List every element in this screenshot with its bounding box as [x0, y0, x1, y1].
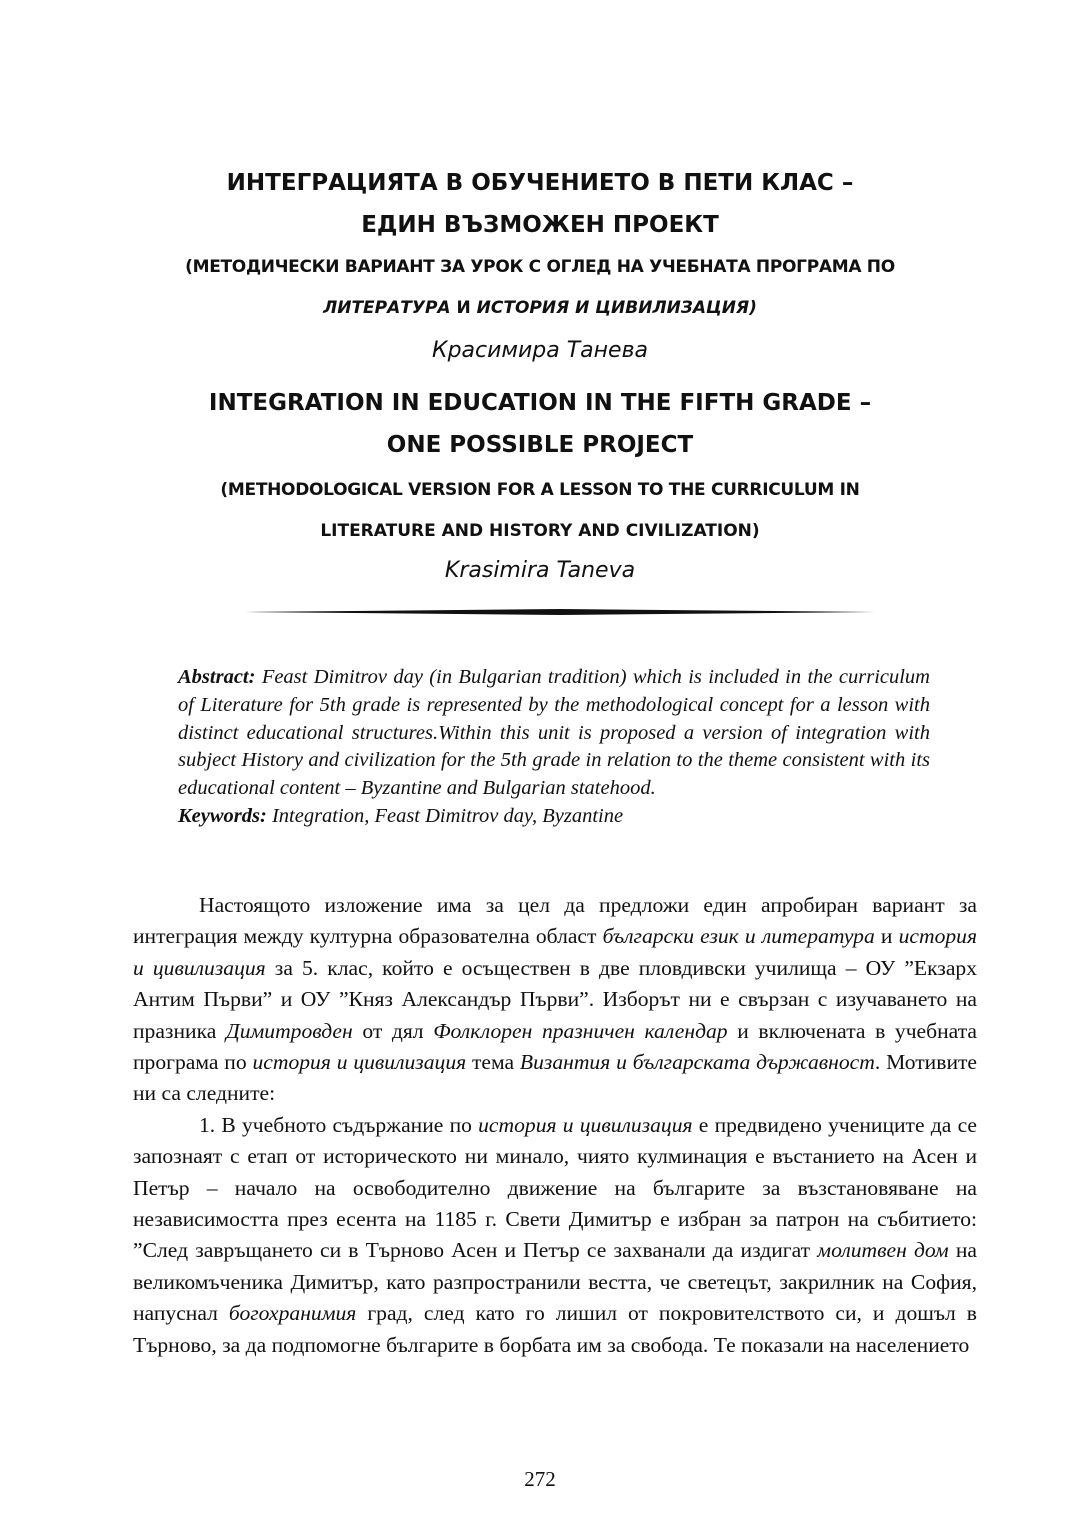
bg-subtitle-line-2	[110, 298, 970, 318]
en-subtitle-line-1: (METHODOLOGICAL VERSION FOR A LESSON TO THE CURRICULUM IN	[220, 480, 860, 500]
bg-subtitle-and: И	[450, 298, 477, 318]
italic-run: Фолклорен празничен календар	[433, 1018, 728, 1043]
body-paragraph-1	[133, 890, 977, 1110]
italic-run: богохранимия	[228, 1301, 357, 1326]
en-title-line-1: INTEGRATION IN EDUCATION IN THE FIFTH GRADE –	[208, 390, 872, 416]
text-run: тема	[466, 1050, 520, 1075]
title-divider	[245, 608, 875, 616]
body-paragraph-2	[133, 1110, 977, 1361]
text-run: 1. В учебното съдържание по	[199, 1112, 479, 1137]
bg-subtitle-line-1: (МЕТОДИЧЕСКИ ВАРИАНТ ЗА УРОК С ОГЛЕД НА УЧЕБНАТА ПРОГРАМА ПО	[185, 257, 895, 277]
abstract-paragraph	[178, 664, 930, 803]
abstract-label: Abstract:	[178, 666, 256, 688]
abstract	[178, 664, 930, 831]
en-subtitle-line-2: LITERATURE AND HISTORY AND CIVILIZATION)	[320, 521, 760, 541]
bg-subtitle-close: )	[749, 298, 757, 318]
text-run: от дял	[352, 1018, 434, 1043]
text-run: на великомъченика Димитър, като разпространили вестта, че светецът, закрилник на София, напуснал	[133, 1238, 978, 1326]
body-text	[133, 890, 977, 1361]
bg-title-line-2: ЕДИН ВЪЗМОЖЕН ПРОЕКТ	[361, 212, 719, 238]
text-run: и	[874, 924, 899, 949]
italic-run: български език и литература	[602, 924, 875, 949]
italic-run: история и цивилизация	[478, 1112, 693, 1137]
text-run: Настоящото изложение има за цел да предложи един апробиран вариант за интеграция между културна образователна област	[133, 893, 977, 949]
text-run: за 5. клас, който е осъществен в две пловдивски училища – ОУ ”Екзарх Антим Първи” и ОУ ”Княз Александър Първи”. Изборът ни е свързан с изучаването на празника	[133, 955, 978, 1043]
italic-run: история и цивилизация	[252, 1050, 467, 1075]
bg-subtitle-history: ИСТОРИЯ И ЦИВИЛИЗАЦИЯ	[476, 298, 750, 318]
bg-subtitle-literature: ЛИТЕРАТУРА	[323, 298, 451, 318]
page-number: 272	[524, 1467, 556, 1491]
en-title-line-2: ONE POSSIBLE PROJECT	[386, 432, 694, 458]
italic-run: Византия и българската държавност	[519, 1050, 875, 1075]
italic-run: Димитровден	[225, 1018, 353, 1043]
keywords-label: Keywords:	[178, 804, 267, 827]
keywords-text: Integration, Feast Dimitrov day, Byzantine	[266, 804, 624, 827]
text-run: е предвидено учениците да се запознаят с етап от историческото ни минало, чиято кулминация е въстанието на Асен и Петър – начало на освободително движение на българите за възстановяване на независимостта през есента на 1185 г. Свети Димитър е избран за патрон на събитието: ”След завръщането си в Търново Асен и Петър се захванали да издигат	[133, 1112, 977, 1263]
abstract-text: Feast Dimitrov day (in Bulgarian tradition) which is included in the curriculum of Literature for 5th grade is represented by the methodological concept for a lesson with distinct educational structures.Within this unit is proposed a version of integration with subject History and civilization for the 5th grade in relation to the theme consistent with its educational content – Byzantine and Bulgarian statehood.	[178, 666, 930, 800]
keywords-paragraph	[178, 803, 930, 831]
text-run: и включената в учебната програма по	[133, 1018, 977, 1075]
bg-title-line-1: ИНТЕГРАЦИЯТА В ОБУЧЕНИЕТО В ПЕТИ КЛАС –	[226, 170, 854, 196]
italic-run: история и цивилизация	[133, 924, 978, 980]
italic-run: молитвен дом	[817, 1238, 949, 1263]
bg-author: Красимира Танева	[431, 338, 649, 363]
text-run: . Мотивите ни са следните:	[133, 1050, 978, 1106]
en-author: Krasimira Taneva	[444, 558, 636, 583]
text-run: град, след като го лишил от покровителството си, и дошъл в Търново, за да подпомогне българите в борбата им за свобода. Те показали на населението	[133, 1301, 977, 1357]
